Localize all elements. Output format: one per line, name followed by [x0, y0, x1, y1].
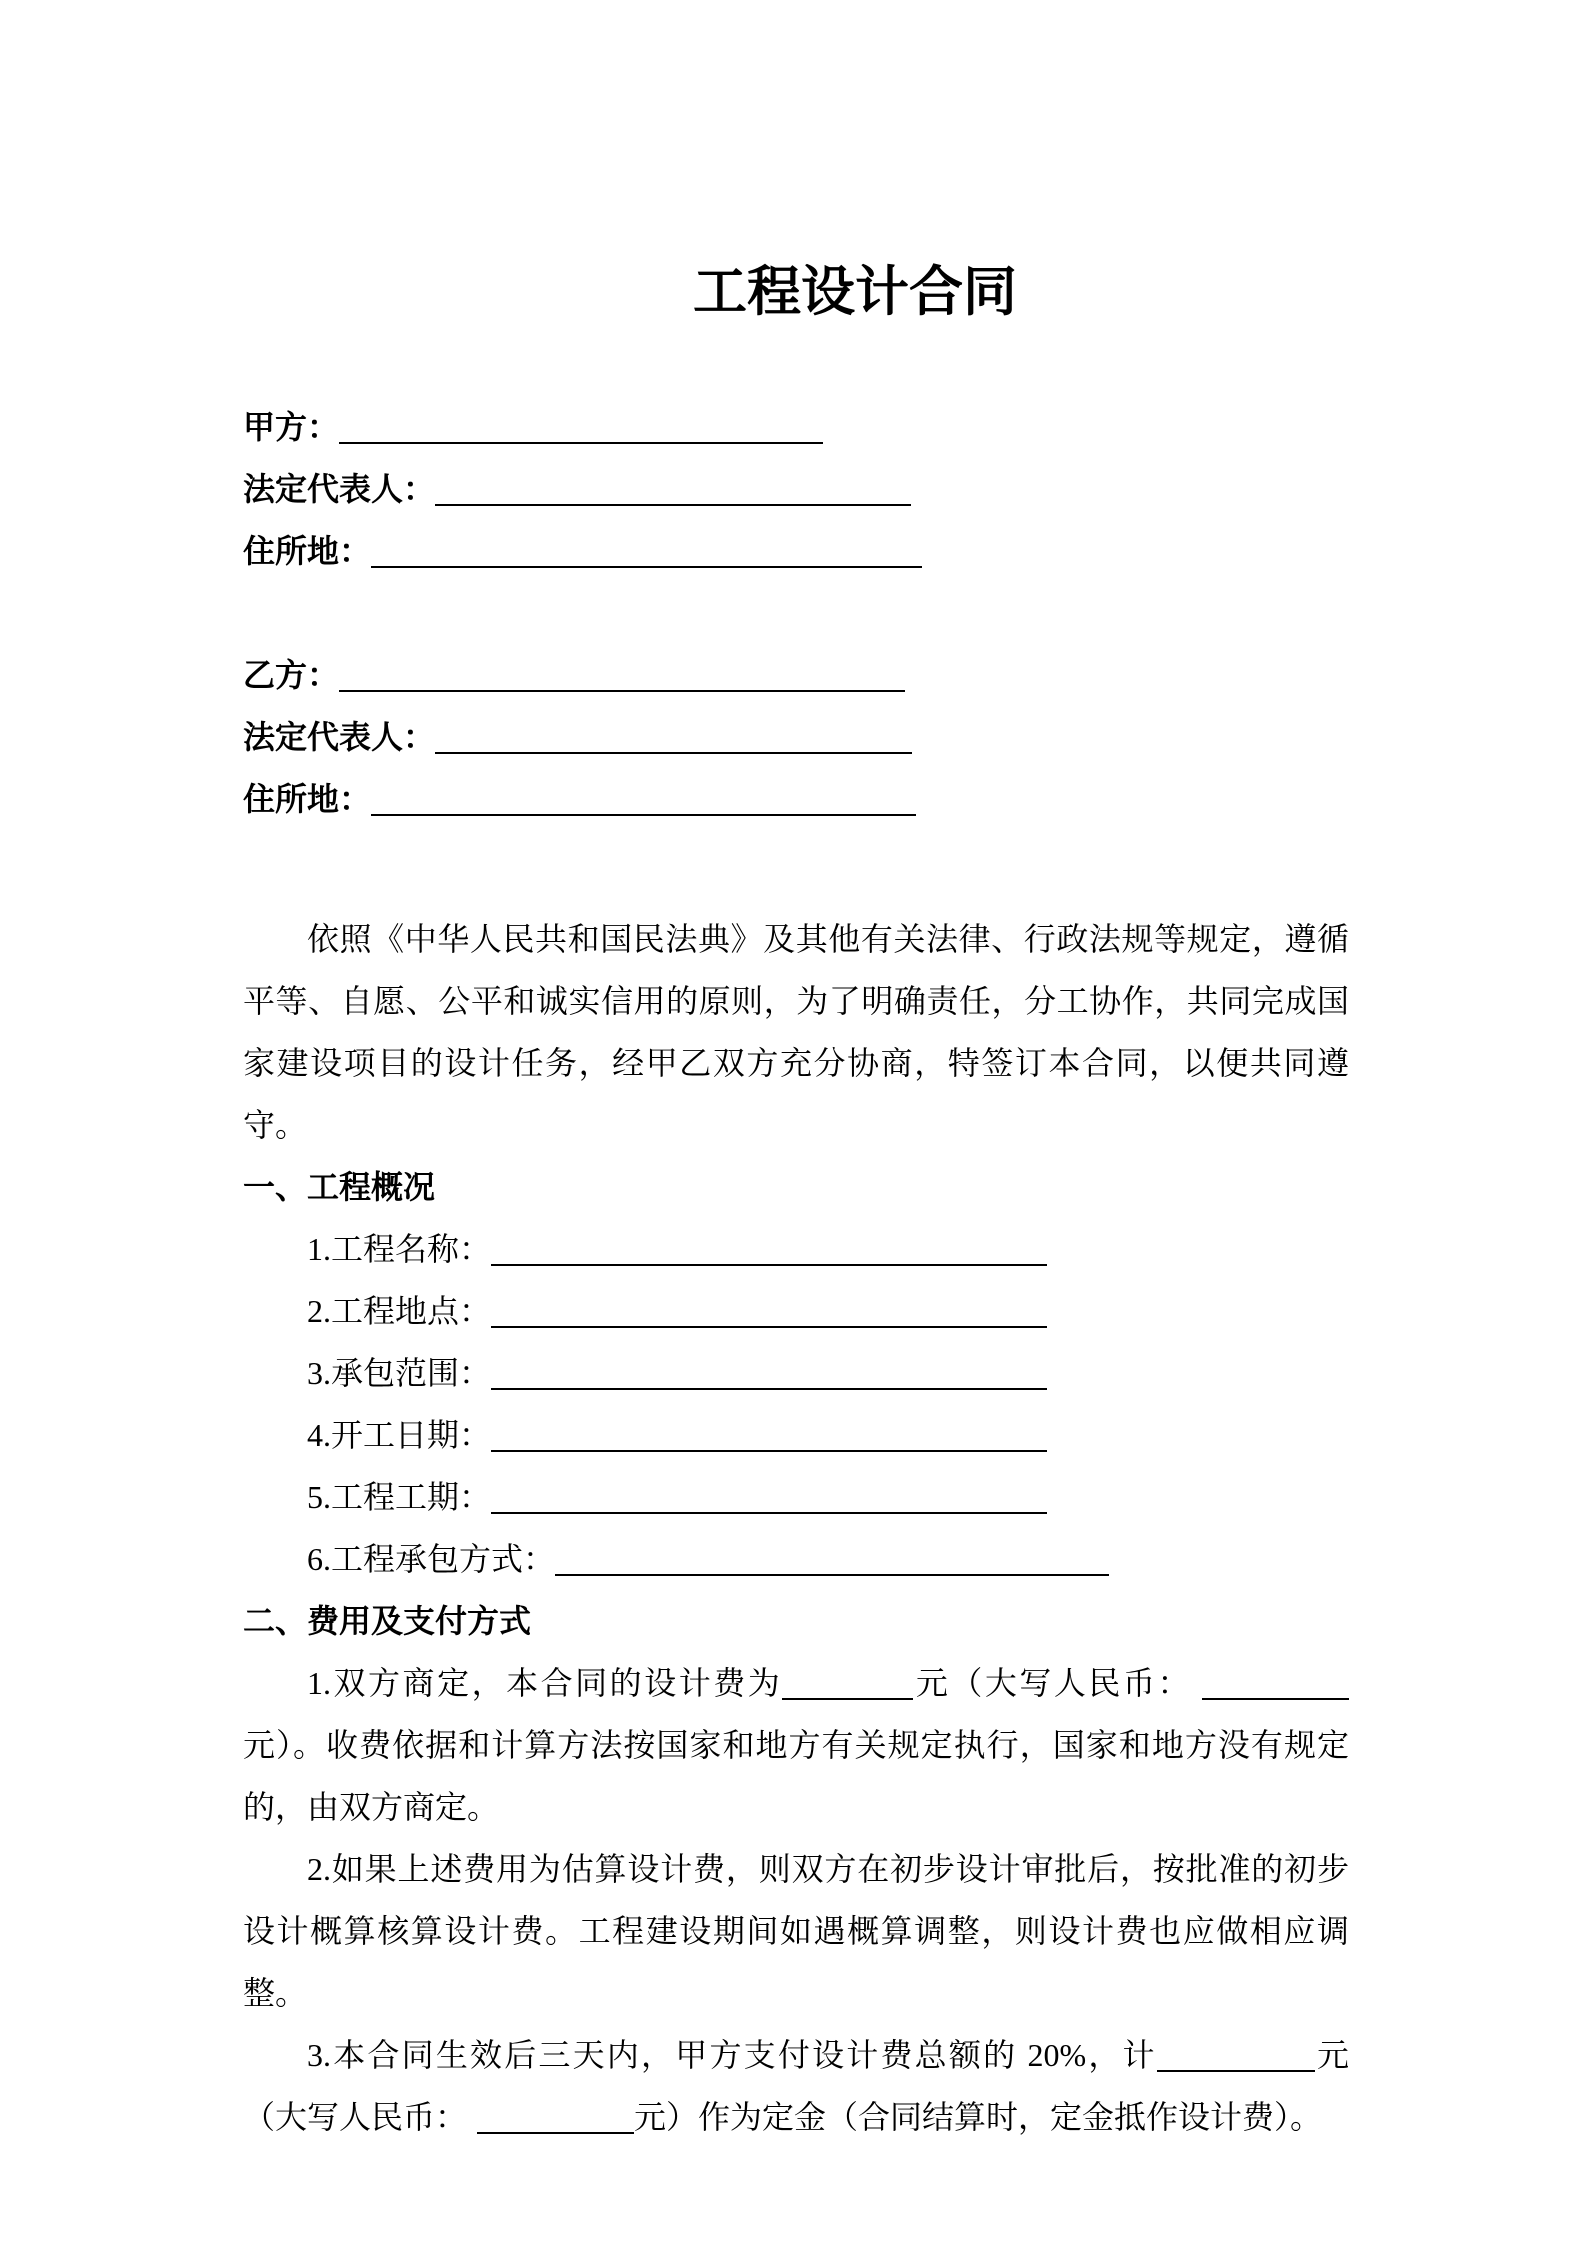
party-b-rep-line	[243, 706, 1349, 768]
deposit-amount-words-blank	[477, 2100, 634, 2134]
start-date-line	[243, 1404, 1349, 1466]
party-a-name-blank	[339, 410, 823, 444]
fee-clause-3-pre: 3.本合同生效后三天内，甲方支付设计费总额的 20%，计	[307, 2037, 1157, 2073]
section-1-heading: 一、工程概况	[243, 1169, 436, 1205]
project-duration-label: 5.工程工期：	[307, 1479, 492, 1515]
party-a-block	[243, 396, 1349, 582]
party-b-rep-label: 法定代表人：	[243, 719, 436, 755]
fee-clause-3-mid: 元（大写人民币：	[243, 2037, 1349, 2135]
contract-scope-label: 3.承包范围：	[307, 1355, 492, 1391]
deposit-amount-blank	[1157, 2038, 1315, 2072]
party-b-block	[243, 644, 1349, 830]
fee-amount-words-blank	[1202, 1666, 1349, 1700]
fee-clause-3	[243, 2024, 1349, 2148]
project-location-blank	[491, 1294, 1047, 1328]
party-b-name-line	[243, 644, 1349, 706]
party-a-name-label: 甲方：	[243, 409, 340, 445]
fee-amount-blank	[782, 1666, 913, 1700]
fee-clause-1-pre: 1.双方商定，本合同的设计费为	[307, 1665, 783, 1701]
party-b-name-blank	[339, 658, 905, 692]
party-a-addr-line	[243, 520, 1349, 582]
party-b-addr-label: 住所地：	[243, 781, 372, 817]
contract-method-line	[243, 1528, 1349, 1590]
start-date-blank	[491, 1418, 1047, 1452]
contract-scope-line	[243, 1342, 1349, 1404]
party-a-rep-label: 法定代表人：	[243, 471, 436, 507]
contract-method-blank	[555, 1542, 1109, 1576]
fee-clause-1-post: 元）。收费依据和计算方法按国家和地方有关规定执行，国家和地方没有规定的，由双方商定。	[243, 1727, 1349, 1825]
fee-clause-1-mid: 元（大写人民币：	[913, 1665, 1192, 1701]
project-name-line	[243, 1218, 1349, 1280]
fee-clause-2: 2.如果上述费用为估算设计费，则双方在初步设计审批后，按批准的初步设计概算核算设计费。工程建设期间如遇概算调整，则设计费也应做相应调整。	[243, 1851, 1349, 2011]
party-b-rep-blank	[435, 720, 912, 754]
preamble-paragraph: 依照《中华人民共和国民法典》及其他有关法律、行政法规等规定，遵循平等、自愿、公平和诚实信用的原则，为了明确责任，分工协作，共同完成国家建设项目的设计任务，经甲乙双方充分协商，特签订本合同，以便共同遵守。	[243, 921, 1349, 1143]
party-a-addr-label: 住所地：	[243, 533, 372, 569]
start-date-label: 4.开工日期：	[307, 1417, 492, 1453]
project-name-label: 1.工程名称：	[307, 1231, 492, 1267]
project-duration-blank	[491, 1480, 1047, 1514]
party-a-rep-blank	[435, 472, 911, 506]
party-b-addr-blank	[371, 782, 916, 816]
contract-scope-blank	[491, 1356, 1047, 1390]
section-1-items	[243, 1218, 1349, 1590]
party-a-addr-blank	[371, 534, 922, 568]
project-location-line	[243, 1280, 1349, 1342]
party-b-name-label: 乙方：	[243, 657, 340, 693]
contract-method-label: 6.工程承包方式：	[307, 1541, 556, 1577]
project-name-blank	[491, 1232, 1047, 1266]
party-a-rep-line	[243, 458, 1349, 520]
document-title: 工程设计合同	[693, 262, 1017, 322]
project-duration-line	[243, 1466, 1349, 1528]
section-2-heading: 二、费用及支付方式	[243, 1603, 532, 1639]
party-b-addr-line	[243, 768, 1349, 830]
fee-clause-3-post: 元）作为定金（合同结算时，定金抵作设计费）。	[634, 2099, 1323, 2135]
project-location-label: 2.工程地点：	[307, 1293, 492, 1329]
party-a-name-line	[243, 396, 1349, 458]
fee-clause-1	[243, 1652, 1349, 1838]
